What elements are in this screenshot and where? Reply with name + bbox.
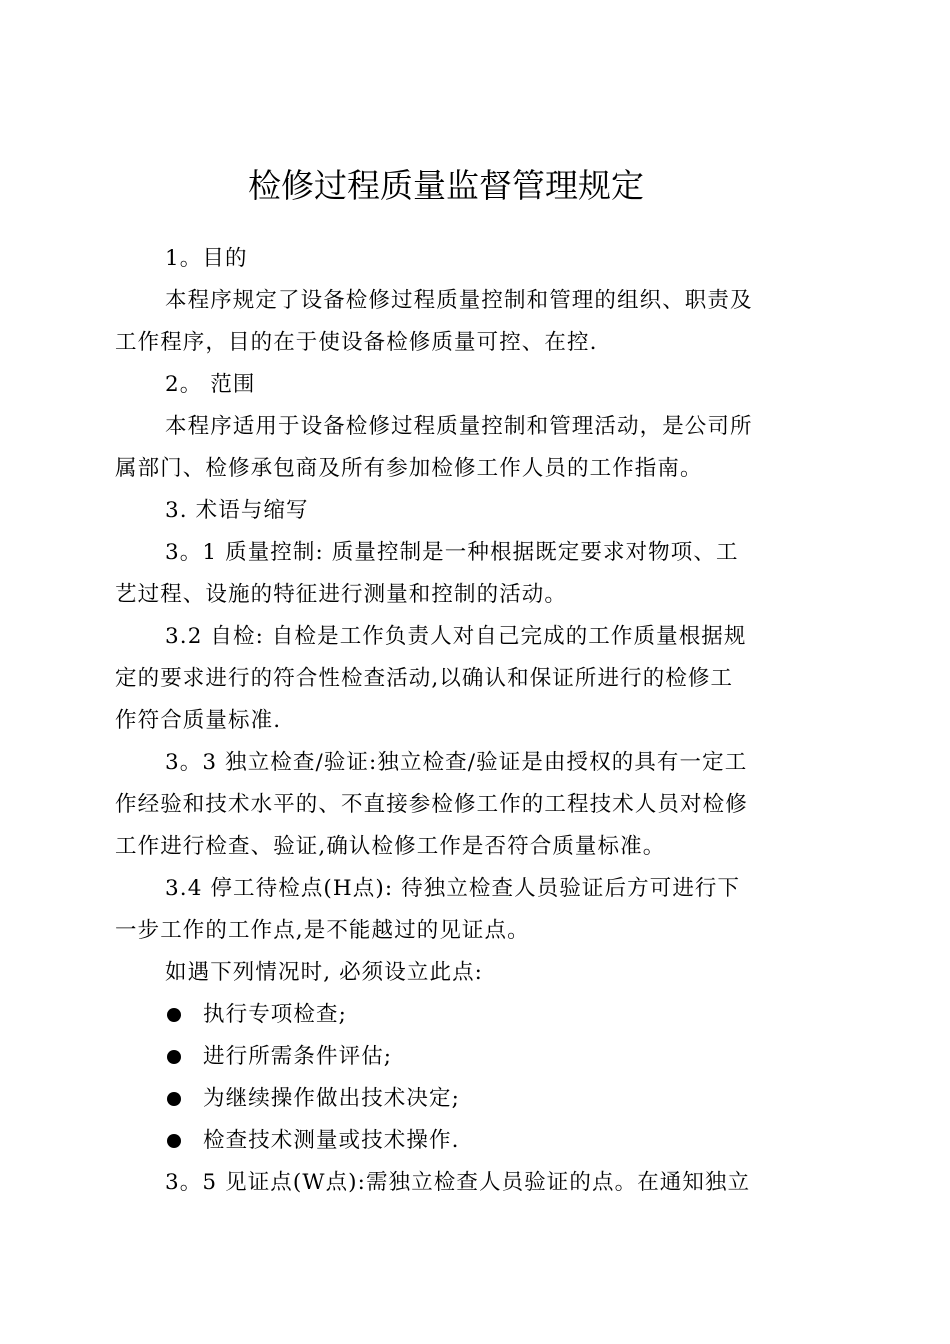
paragraph-line: 3.4 停工待检点(H点): 待独立检查人员验证后方可进行下 bbox=[165, 876, 741, 901]
bullet-text: 进行所需条件评估; bbox=[203, 1044, 393, 1069]
document-title: 检修过程质量监督管理规定 bbox=[248, 166, 644, 205]
paragraph-line: 工作程序，目的在于使设备检修质量可控、在控. bbox=[115, 330, 598, 355]
paragraph-line: 3.2 自检: 自检是工作负责人对自己完成的工作质量根据规 bbox=[165, 624, 747, 649]
section-heading-scope: 2。 范围 bbox=[165, 372, 256, 397]
bullet-icon bbox=[167, 1008, 181, 1022]
paragraph-line: 工作进行检查、验证,确认检修工作是否符合质量标准。 bbox=[115, 834, 666, 859]
paragraph-line: 3。3 独立检查/验证:独立检查/验证是由授权的具有一定工 bbox=[165, 750, 748, 775]
paragraph-line: 3。5 见证点(W点):需独立检查人员验证的点。在通知独立 bbox=[165, 1170, 751, 1195]
bullet-icon bbox=[167, 1134, 181, 1148]
paragraph-line: 如遇下列情况时, 必须设立此点: bbox=[165, 960, 484, 985]
paragraph-line: 作符合质量标准. bbox=[115, 708, 282, 733]
section-heading-purpose: 1。目的 bbox=[165, 246, 248, 271]
section-heading-terms: 3. 术语与缩写 bbox=[165, 498, 309, 523]
paragraph-line: 艺过程、设施的特征进行测量和控制的活动。 bbox=[115, 582, 568, 607]
bullet-icon bbox=[167, 1092, 181, 1106]
bullet-icon bbox=[167, 1050, 181, 1064]
paragraph-line: 3。1 质量控制: 质量控制是一种根据既定要求对物项、工 bbox=[165, 540, 739, 565]
bullet-item bbox=[115, 1036, 837, 1078]
bullet-text: 检查技术测量或技术操作. bbox=[203, 1128, 460, 1153]
paragraph-line: 本程序适用于设备检修过程质量控制和管理活动，是公司所 bbox=[165, 414, 753, 439]
bullet-item bbox=[115, 1120, 837, 1162]
paragraph-line: 属部门、检修承包商及所有参加检修工作人员的工作指南。 bbox=[115, 456, 703, 481]
paragraph-line: 定的要求进行的符合性检查活动,以确认和保证所进行的检修工 bbox=[115, 666, 734, 691]
bullet-text: 执行专项检查; bbox=[203, 1002, 347, 1027]
bullet-text: 为继续操作做出技术决定; bbox=[203, 1086, 460, 1111]
bullet-item bbox=[115, 1078, 837, 1120]
document-body bbox=[115, 238, 837, 1204]
bullet-item bbox=[115, 994, 837, 1036]
paragraph-line: 本程序规定了设备检修过程质量控制和管理的组织、职责及 bbox=[165, 288, 753, 313]
paragraph-line: 作经验和技术水平的、不直接参检修工作的工程技术人员对检修 bbox=[115, 792, 748, 817]
paragraph-line: 一步工作的工作点,是不能越过的见证点。 bbox=[115, 918, 530, 943]
